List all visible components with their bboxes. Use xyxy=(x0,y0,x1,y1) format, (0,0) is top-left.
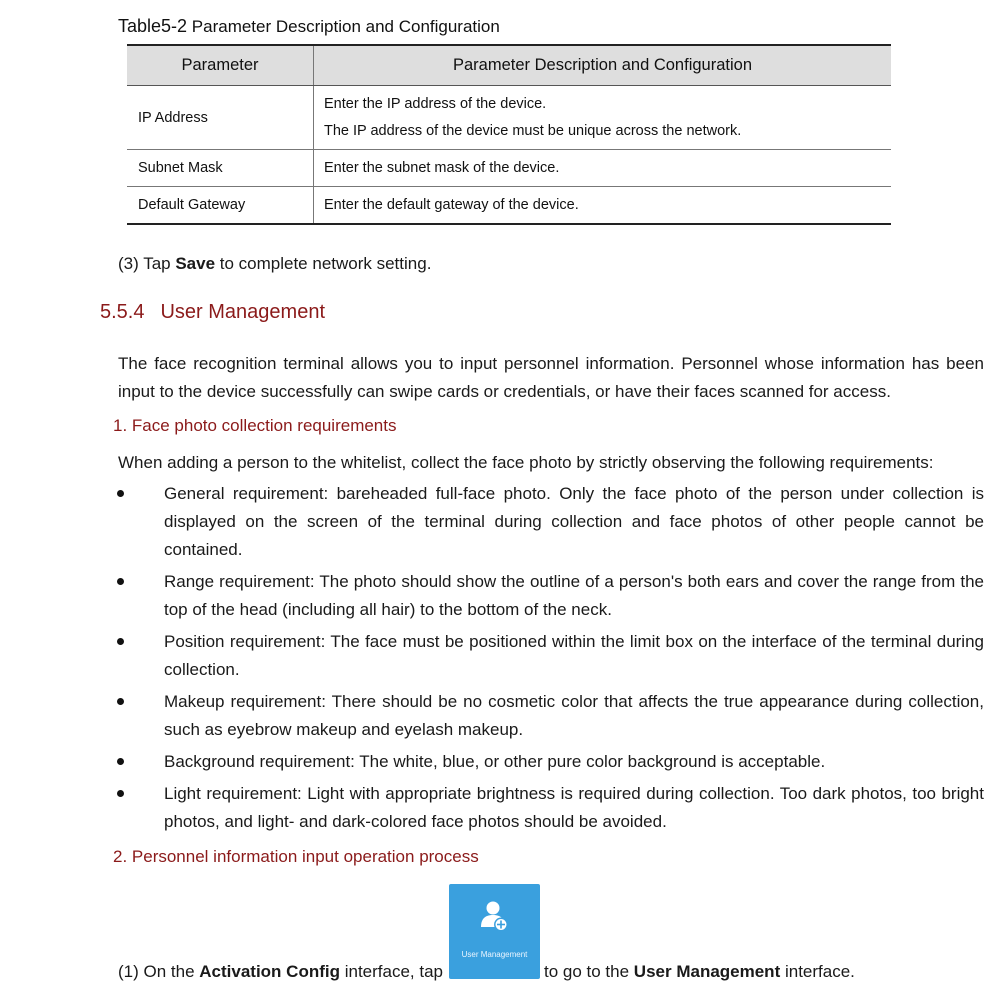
list-item-text: Range requirement: The photo should show the outline of a person's both ears and cover the range from the top of the head (including all hair) to the bottom of the neck. xyxy=(164,572,984,619)
table-row xyxy=(127,187,891,225)
bullet-icon xyxy=(117,638,124,645)
step3-suffix: to complete network setting. xyxy=(215,254,432,273)
section-heading xyxy=(100,301,325,324)
table-cell-desc: Enter the default gateway of the device. xyxy=(314,187,892,225)
table-caption xyxy=(118,16,500,37)
list-item xyxy=(0,780,1000,836)
subheading-face-photo: 1. Face photo collection requirements xyxy=(113,416,397,435)
bullet-icon xyxy=(117,698,124,705)
step1-after: to go to the xyxy=(544,962,634,981)
table-cell-desc: Enter the subnet mask of the device. xyxy=(314,150,892,187)
subheading-input-process: 2. Personnel information input operation process xyxy=(113,847,479,866)
list-item xyxy=(0,480,1000,564)
table-header-description: Parameter Description and Configuration xyxy=(314,45,892,86)
list-item xyxy=(0,748,1000,776)
step1-user-management: User Management xyxy=(633,962,781,981)
step3-prefix: (3) Tap xyxy=(118,254,176,273)
step-1-text-continued xyxy=(544,962,855,982)
table-cell-param: Default Gateway xyxy=(127,187,314,225)
table-row xyxy=(127,86,891,150)
table-row xyxy=(127,150,891,187)
step-1-text xyxy=(118,962,443,982)
step-3-text xyxy=(118,254,431,274)
table-cell-param: IP Address xyxy=(127,86,314,150)
section-title: User Management xyxy=(160,301,326,323)
list-item-text: Light requirement: Light with appropriate brightness is required during collection. Too dark photos, too bright photos, and light- and dark-colored face photos should be avoided. xyxy=(164,784,984,831)
step1-suffix: interface. xyxy=(780,962,855,981)
desc-line: The IP address of the device must be unique across the network. xyxy=(324,122,742,139)
list-item-text: Position requirement: The face must be positioned within the limit box on the interface of the terminal during collection. xyxy=(164,632,984,679)
table-cell-param: Subnet Mask xyxy=(127,150,314,187)
whitelist-paragraph: When adding a person to the whitelist, collect the face photo by strictly observing the following requirements: xyxy=(118,453,934,472)
step1-activation-config: Activation Config xyxy=(199,962,340,981)
step1-prefix: (1) On the xyxy=(118,962,200,981)
bullet-icon xyxy=(117,758,124,765)
table-caption-number: Table5-2 xyxy=(118,16,188,36)
step3-save-keyword: Save xyxy=(175,254,216,273)
list-item-text: Background requirement: The white, blue, or other pure color background is acceptable. xyxy=(164,752,826,771)
user-management-button[interactable] xyxy=(449,884,540,979)
section-number: 5.5.4 xyxy=(100,301,145,323)
requirements-list xyxy=(0,480,1000,840)
parameter-table xyxy=(127,44,891,225)
list-item-text: General requirement: bareheaded full-face photo. Only the face photo of the person under collection is displayed on the screen of the terminal during collection and face photos of other people cannot be contained. xyxy=(164,484,984,559)
list-item-text: Makeup requirement: There should be no cosmetic color that affects the true appearance during collection, such as eyebrow makeup and eyelash makeup. xyxy=(164,692,984,739)
bullet-icon xyxy=(117,490,124,497)
table-header-parameter: Parameter xyxy=(127,45,314,86)
list-item xyxy=(0,688,1000,744)
bullet-icon xyxy=(117,578,124,585)
table-caption-text: Parameter Description and Configuration xyxy=(191,17,500,36)
desc-line: Enter the IP address of the device. xyxy=(324,95,547,112)
table-cell-desc xyxy=(314,86,892,150)
user-management-label: User Management xyxy=(461,950,528,959)
bullet-icon xyxy=(117,790,124,797)
intro-paragraph: The face recognition terminal allows you to input personnel information. Personnel whose information has been input to the device successfully can swipe cards or credentials, or have their faces scanned for access. xyxy=(118,354,984,401)
list-item xyxy=(0,568,1000,624)
list-item xyxy=(0,628,1000,684)
user-add-icon xyxy=(481,900,509,934)
step1-mid: interface, tap xyxy=(339,962,443,981)
